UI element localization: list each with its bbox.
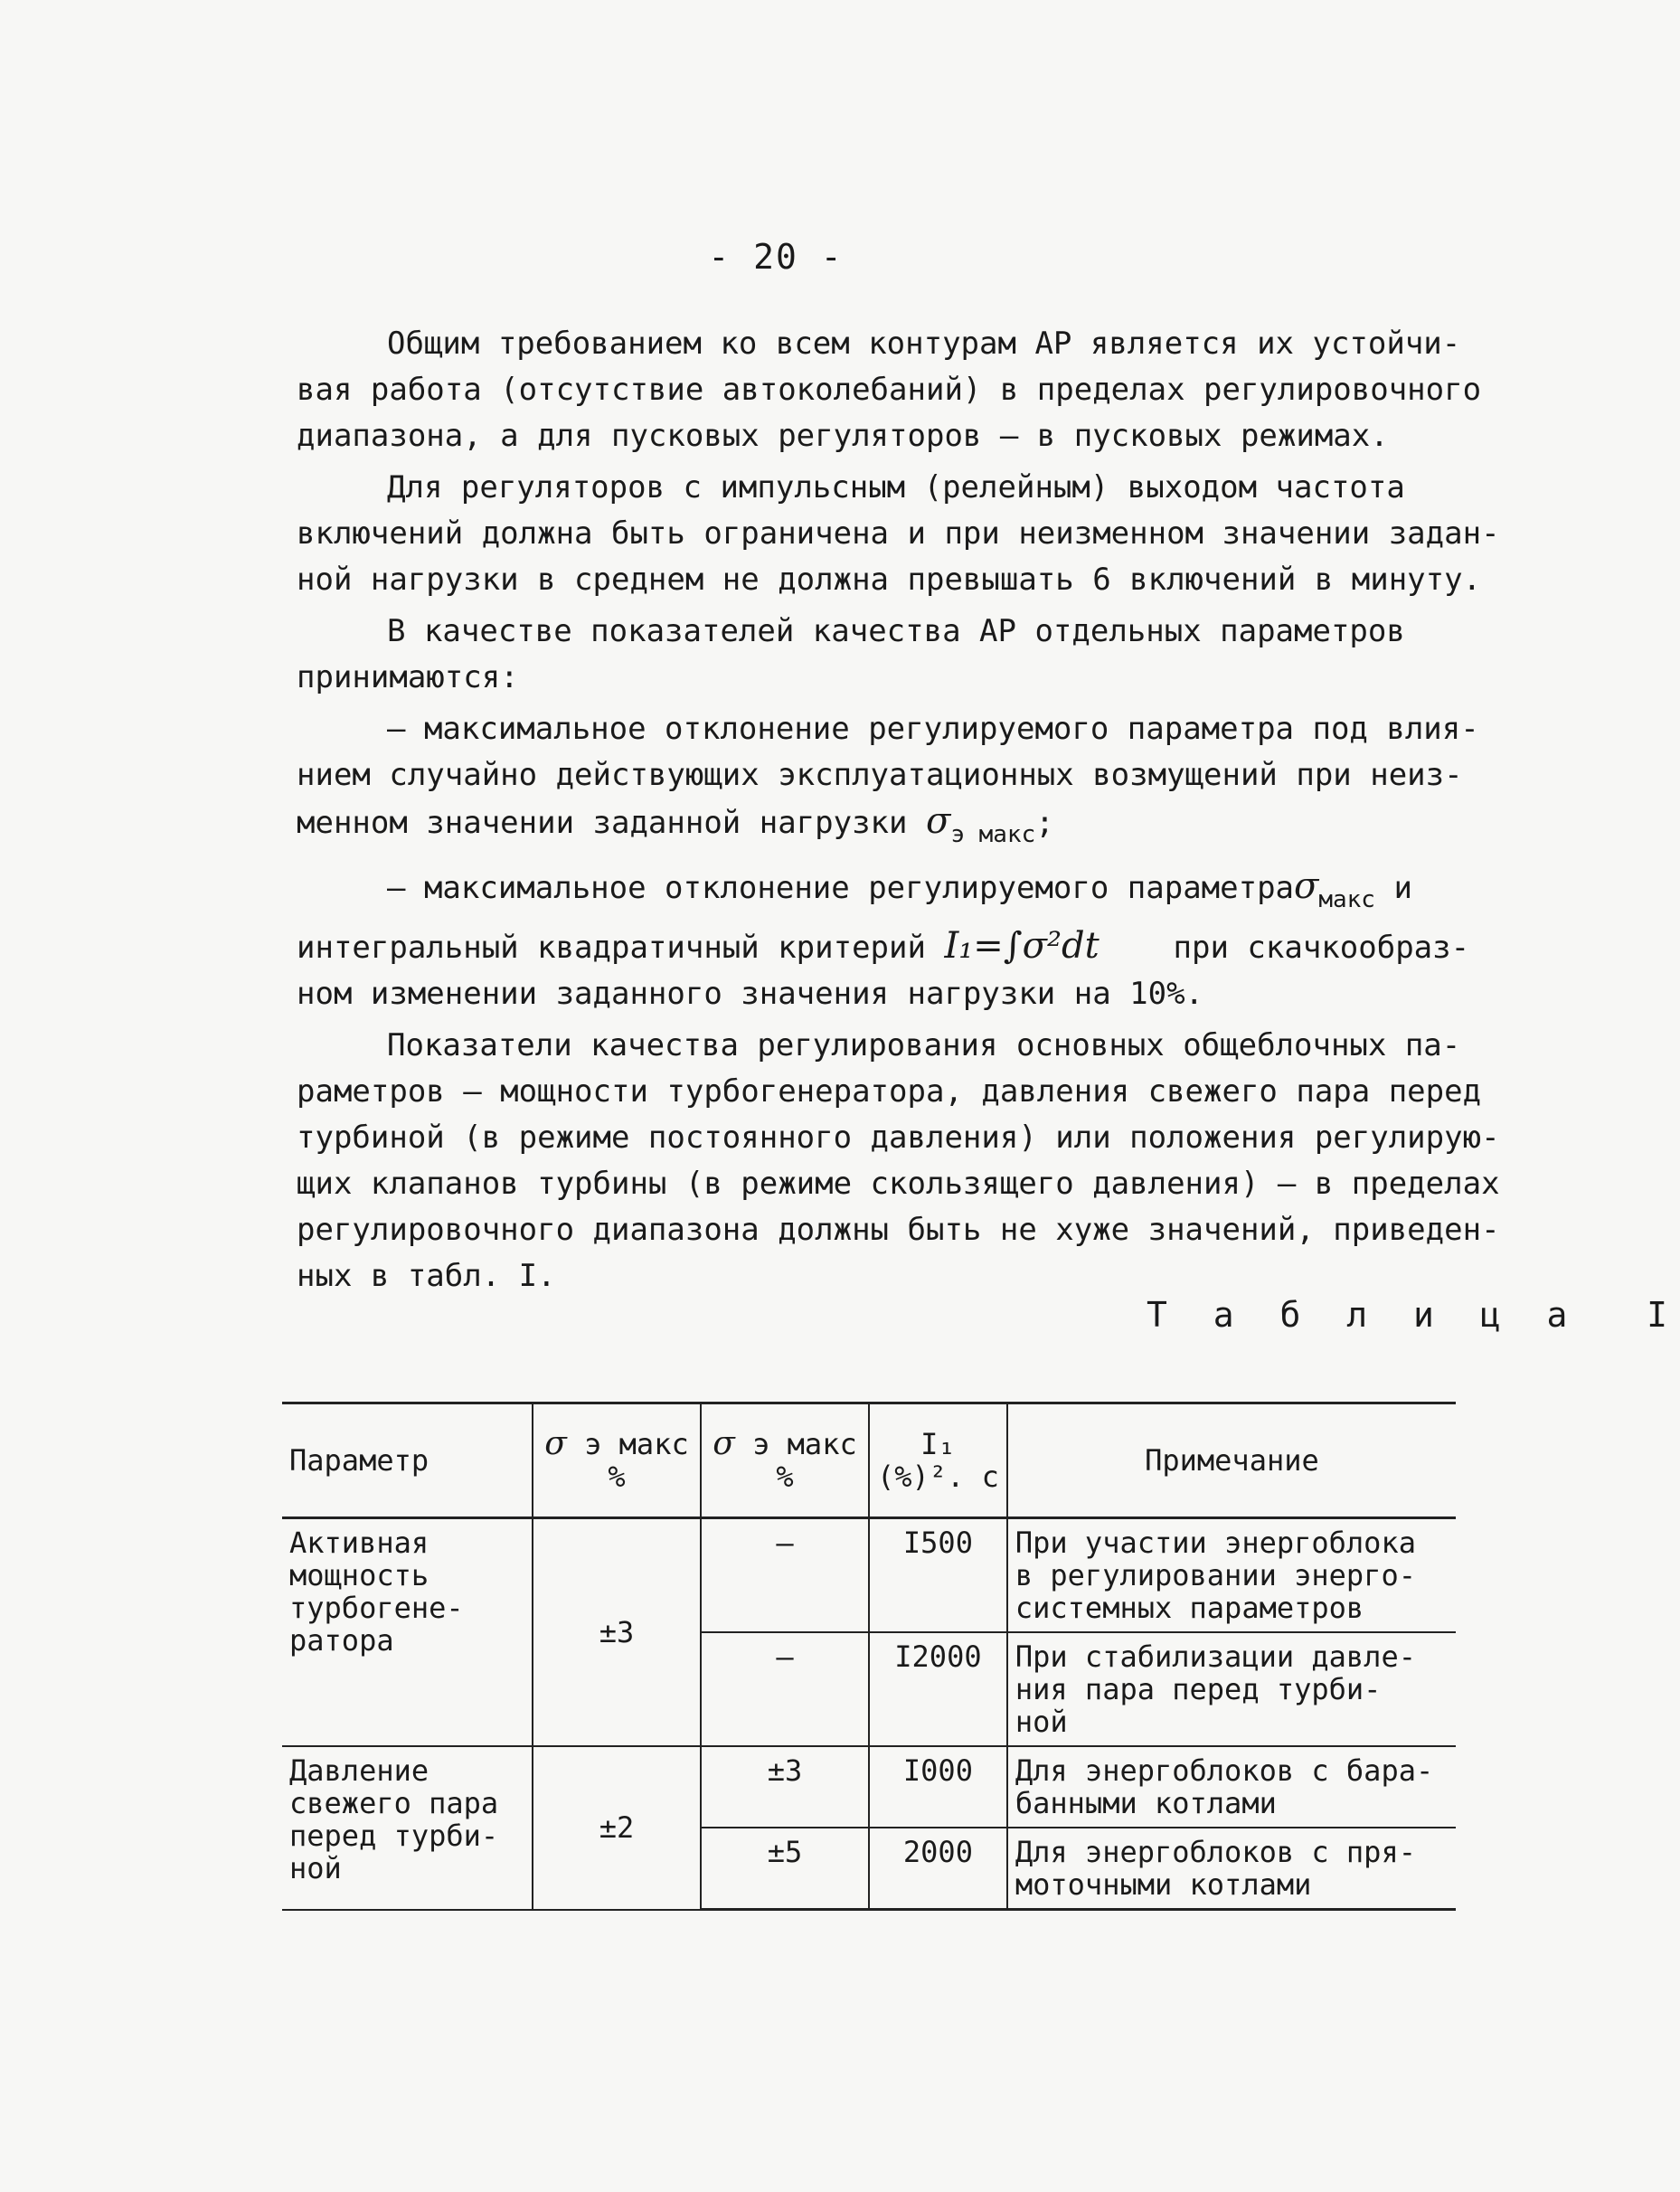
cell-integral: I2000 [869, 1632, 1007, 1746]
paragraph-line [297, 864, 1463, 923]
cell-note: Для энергоблоков с бара- банными котлами [1007, 1746, 1456, 1828]
paragraph-line: Для регуляторов с импульсным (релейным) выходом частота [387, 469, 1405, 505]
paragraph-line: Общим требованием ко всем контурам АР является их устойчи- [387, 326, 1461, 362]
sigma-symbol: σ [544, 1425, 567, 1462]
paragraph-line: регулировочного диапазона должны быть не хуже значений, приведен- [297, 1212, 1500, 1248]
sigma-symbol: σ [926, 800, 951, 842]
paragraph-line: включений должна быть ограничена и при неизменном значении задан- [297, 515, 1500, 552]
cell-integral: 2000 [869, 1828, 1007, 1910]
header-sigma-2-text: э макс % [752, 1427, 857, 1494]
header-sigma-2 [701, 1403, 869, 1518]
header-sigma-1-text: э макс % [584, 1427, 689, 1494]
paragraph-line: раметров – мощности турбогенератора, давления свежего пара перед [297, 1073, 1482, 1110]
body-text [297, 321, 1500, 1299]
paragraph-line: ных в табл. I. [297, 1258, 556, 1294]
header-param: Параметр [282, 1403, 533, 1518]
cell-integral: I500 [869, 1518, 1007, 1633]
cell-sigma-2: – [701, 1632, 869, 1746]
symbol-subscript: э макс [950, 821, 1036, 848]
table-header-row [282, 1403, 1456, 1518]
paragraph-line: В качестве показателей качества АР отдельных параметров [387, 613, 1405, 649]
header-integral: I₁ (%)². с [869, 1403, 1007, 1518]
paragraph-text: при скачкообраз- [1099, 930, 1470, 966]
paragraph-line: диапазона, а для пусковых регуляторов – в пусковых режимах. [297, 418, 1389, 454]
paragraph-line [297, 923, 1470, 971]
cell-sigma-2: ±5 [701, 1828, 869, 1910]
paragraph-text: и [1374, 870, 1412, 906]
cell-integral: I000 [869, 1746, 1007, 1828]
paragraph-text: менном значении заданной нагрузки [297, 805, 908, 841]
cell-note: При участии энергоблока в регулировании энерго- системных параметров [1007, 1518, 1456, 1633]
page-number: - 20 - [708, 237, 844, 277]
paragraph-line: ном изменении заданного значения нагрузки на 10%. [297, 976, 1204, 1012]
paragraph-line: вая работа (отсутствие автоколебаний) в пределах регулировочного [297, 372, 1482, 408]
integral-formula: I₁=∫σ²dt [944, 925, 1100, 967]
paragraph-line: турбиной (в режиме постоянного давления) или положения регулирую- [297, 1120, 1500, 1156]
header-note: Примечание [1007, 1403, 1456, 1518]
paragraph-text: интегральный квадратичный критерий [297, 930, 945, 966]
symbol-subscript: макс [1318, 886, 1375, 913]
data-table [282, 1402, 1456, 1911]
paragraph-line [297, 798, 1463, 858]
cell-sigma-2: – [701, 1518, 869, 1633]
cell-sigma-2: ±3 [701, 1746, 869, 1828]
sigma-symbol: σ [1294, 865, 1319, 907]
paragraph-line: щих клапанов турбины (в режиме скользящего давления) – в пределах [297, 1166, 1500, 1202]
header-sigma-1 [533, 1403, 701, 1518]
paragraph-line: Показатели качества регулирования основных общеблочных па- [387, 1027, 1461, 1063]
paragraph-line: – максимальное отклонение регулируемого параметра под влия- [387, 711, 1479, 747]
cell-param: Активная мощность турбогене- ратора [282, 1518, 533, 1747]
cell-sigma-1: ±2 [533, 1746, 701, 1910]
table-row [282, 1518, 1456, 1633]
cell-note: Для энергоблоков с пря- моточными котлами [1007, 1828, 1456, 1910]
paragraph-line: ной нагрузки в среднем не должна превышать 6 включений в минуту. [297, 562, 1482, 598]
cell-sigma-1: ±3 [533, 1518, 701, 1747]
paragraph-punct: ; [1035, 805, 1054, 841]
sigma-symbol: σ [713, 1425, 735, 1462]
paragraph-text: – максимальное отклонение регулируемого параметра [387, 870, 1295, 906]
cell-param: Давление свежего пара перед турби- ной [282, 1746, 533, 1910]
table-caption: Т а б л и ц а I [1147, 1295, 1680, 1335]
table-row [282, 1746, 1456, 1828]
paragraph-line: нием случайно действующих эксплуатационных возмущений при неиз- [297, 757, 1463, 793]
cell-note: При стабилизации давле- ния пара перед турби- ной [1007, 1632, 1456, 1746]
paragraph-line: принимаются: [297, 659, 519, 695]
